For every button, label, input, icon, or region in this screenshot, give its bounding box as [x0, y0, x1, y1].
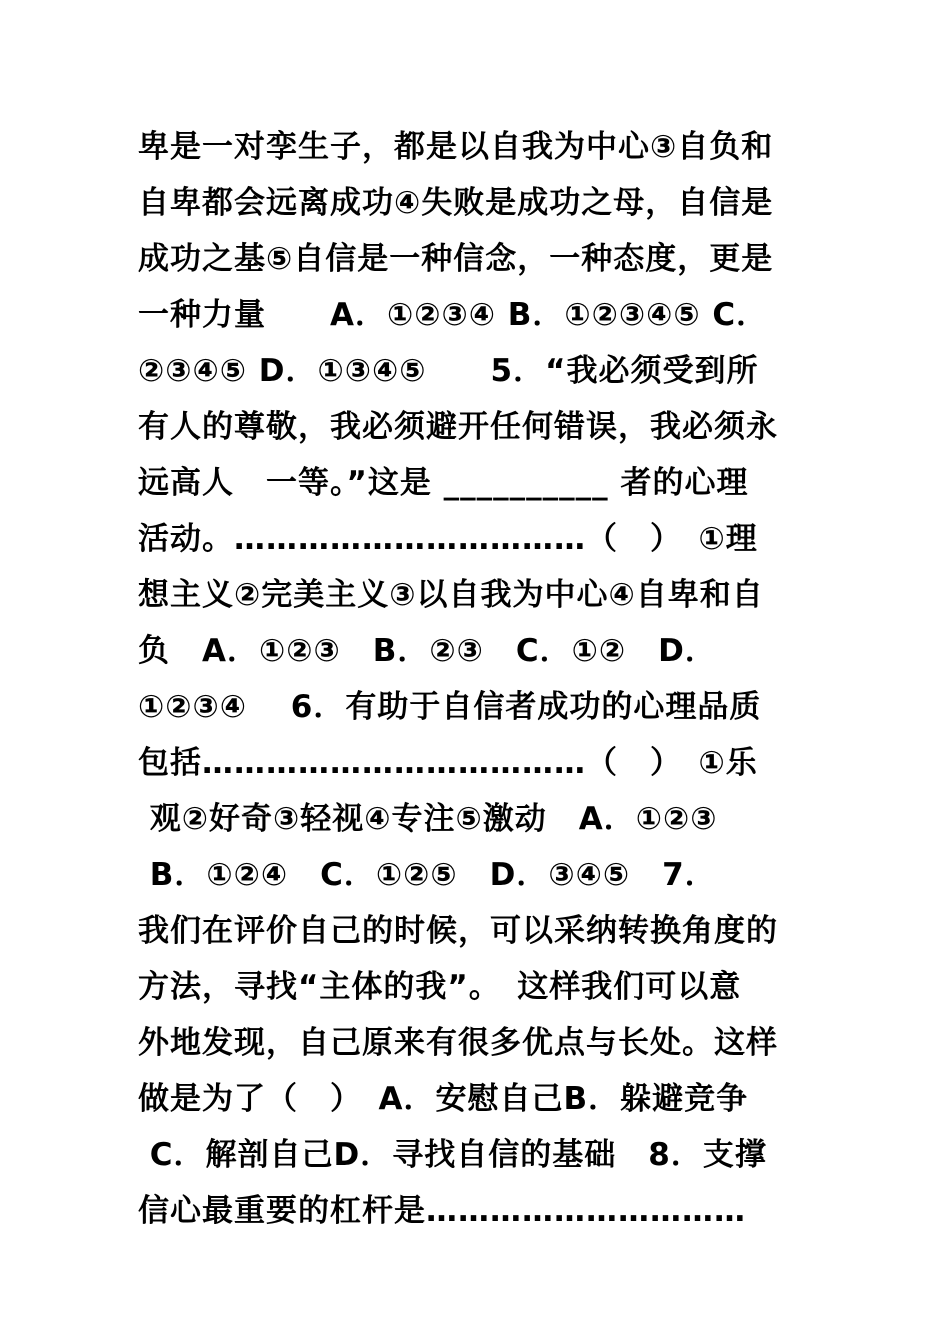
text-line: 包括………………………………（ ） ①乐	[138, 745, 758, 781]
text-line: C．解剖自己D．寻找自信的基础 8．支撑	[138, 1137, 767, 1173]
text-line: 信心最重要的杠杆是…………………………	[138, 1193, 746, 1229]
text-line: 做是为了（ ） A．安慰自己B．躲避竞争	[138, 1081, 749, 1117]
text-line: 负 A．①②③ B．②③ C．①② D．	[138, 633, 717, 669]
text-line: ②③④⑤ D．①③④⑤ 5．“我必须受到所	[138, 353, 759, 389]
text-line: 观②好奇③轻视④专注⑤激动 A．①②③	[138, 801, 718, 837]
text-line: 一种力量 A．①②③④ B．①②③④⑤ C．	[138, 297, 769, 333]
text-line: 想主义②完美主义③以自我为中心④自卑和自	[138, 577, 764, 613]
text-line: 方法，寻找“主体的我”。 这样我们可以意	[138, 969, 742, 1005]
text-line: B．①②④ C．①②⑤ D．③④⑤ 7．	[138, 857, 717, 893]
text-line: 有人的尊敬，我必须避开任何错误，我必须永	[138, 409, 778, 445]
text-line: 成功之基⑤自信是一种信念，一种态度，更是	[138, 241, 774, 277]
text-line: 远高人 一等。”这是 __________ 者的心理	[138, 465, 749, 501]
text-line: 自卑都会远离成功④失败是成功之母，自信是	[138, 185, 774, 221]
text-line: 活动。……………………………（ ） ①理	[138, 521, 758, 557]
text-line: ①②③④ 6．有助于自信者成功的心理品质	[138, 689, 762, 725]
text-line: 卑是一对孪生子，都是以自我为中心③自负和	[138, 129, 774, 165]
text-line: 外地发现，自己原来有很多优点与长处。这样	[138, 1025, 778, 1061]
text-line: 我们在评价自己的时候，可以采纳转换角度的	[138, 913, 778, 949]
document-text	[138, 119, 828, 1239]
